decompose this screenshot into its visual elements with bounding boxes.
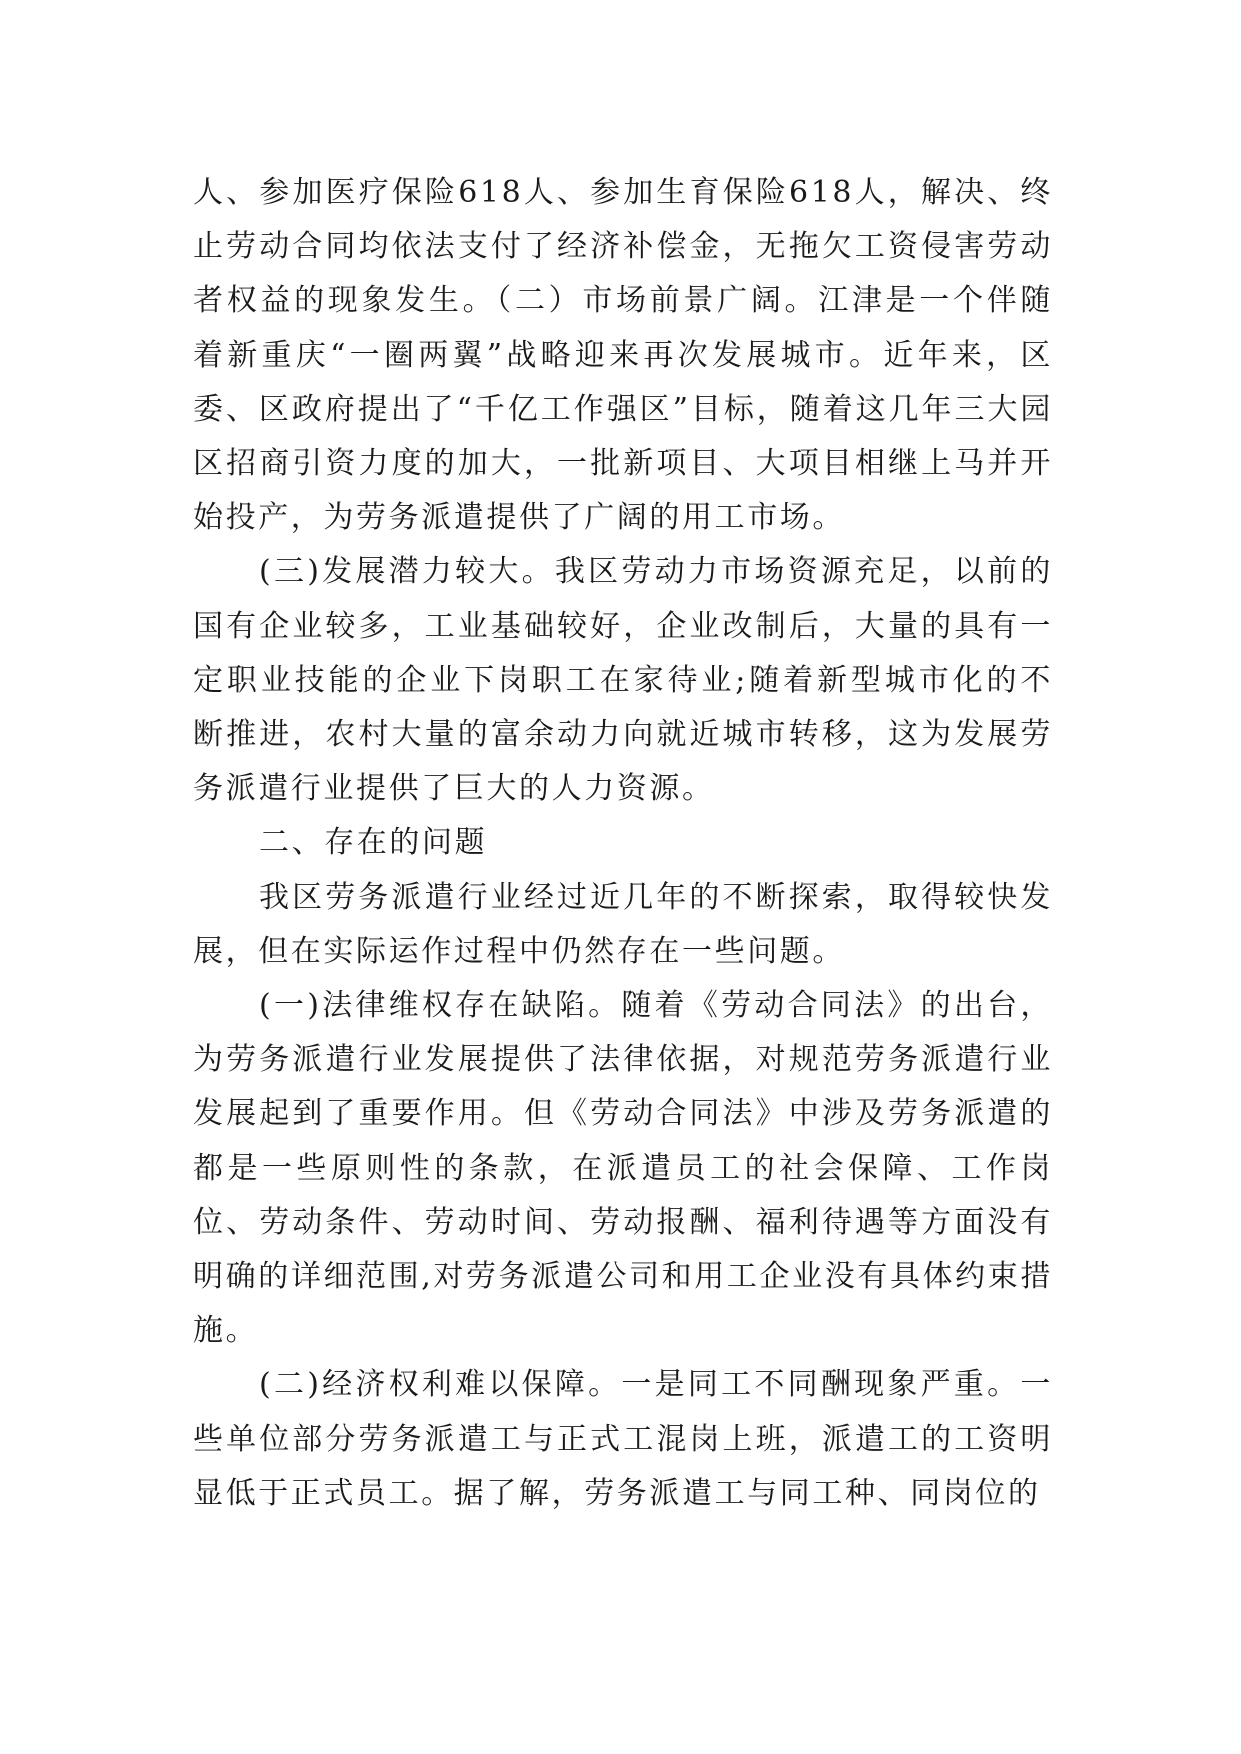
paragraph-development-potential: (三)发展潜力较大。我区劳动力市场资源充足，以前的国有企业较多，工业基础较好，企业改制后，大量的具有一定职业技能的企业下岗职工在家待业;随着新型城市化的不断推进，农村大量的富余动力向就近城市转移，这为发展劳务派遣行业提供了巨大的人力资源。 [193, 554, 1053, 807]
section-heading-problems: 二、存在的问题 [259, 825, 488, 861]
paragraph-legal-rights: (一)法律维权存在缺陷。随着《劳动合同法》的出台，为劳务派遣行业发展提供了法律依据，对规范劳务派遣行业发展起到了重要作用。但《劳动合同法》中涉及劳务派遣的都是一些原则性的条款，在派遣员工的社会保障、工作岗位、劳动条件、劳动时间、劳动报酬、福利待遇等方面没有明确的详细范围,对劳务派遣公司和用工企业没有具体约束措施。 [193, 988, 1053, 1349]
paragraph-continuation: 人、参加医疗保险618人、参加生育保险618人，解决、终止劳动合同均依法支付了经济补偿金，无拖欠工资侵害劳动者权益的现象发生。（二）市场前景广阔。江津是一个伴随着新重庆“一圈两翼”战略迎来再次发展城市。近年来，区委、区政府提出了“千亿工作强区”目标，随着这几年三大园区招商引资力度的加大，一批新项目、大项目相继上马并开始投产，为劳务派遣提供了广阔的用工市场。 [193, 175, 1053, 536]
paragraph-problems-intro: 我区劳务派遣行业经过近几年的不断探索，取得较快发展，但在实际运作过程中仍然存在一些问题。 [193, 879, 1053, 969]
paragraph-economic-rights: (二)经济权利难以保障。一是同工不同酬现象严重。一些单位部分劳务派遣工与正式工混岗上班，派遣工的工资明显低于正式员工。据了解，劳务派遣工与同工种、同岗位的 [193, 1367, 1053, 1511]
document-body [193, 166, 1053, 1521]
